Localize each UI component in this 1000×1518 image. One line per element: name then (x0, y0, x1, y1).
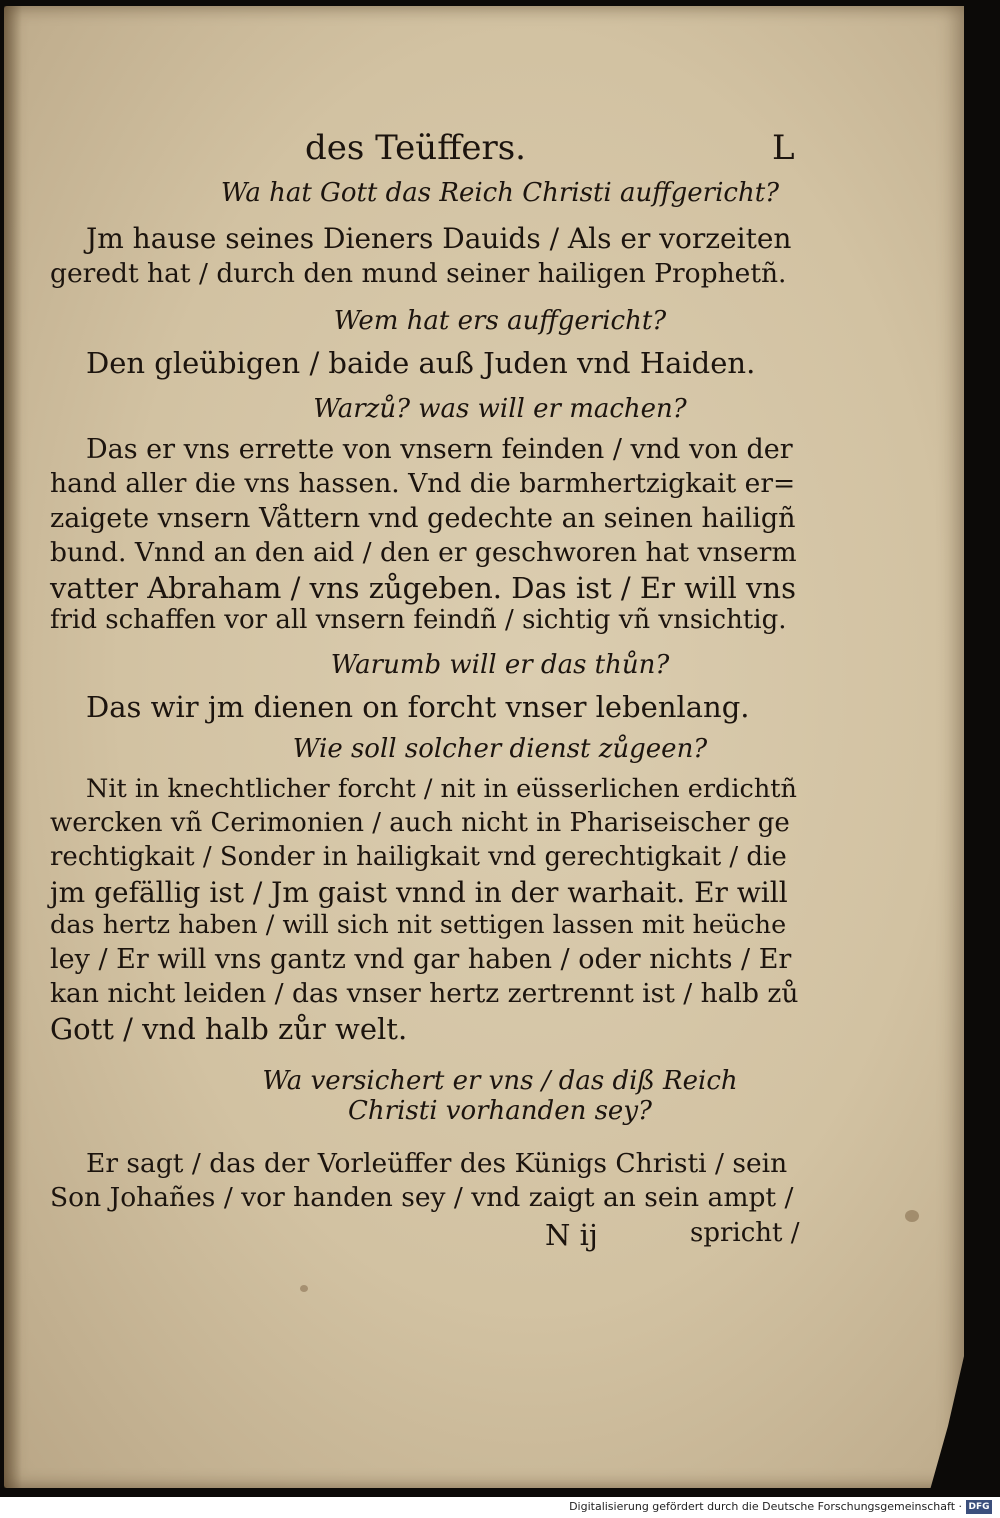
answer-line: kan nicht leiden / das vnser hertz zertrennt ist / halb zů (50, 978, 799, 1009)
answer-line: Den gleübigen / baide auß Juden vnd Haiden. (86, 346, 756, 380)
answer-line: Jm hause seines Dieners Dauids / Als er vorzeiten (86, 222, 792, 255)
answer-line: Das er vns errette von vnsern feinden / vnd von der (86, 434, 793, 465)
answer-line: geredt hat / durch den mund seiner hailigen Prophetñ. (50, 258, 787, 289)
paper-stain (905, 1210, 919, 1222)
answer-line: Son Johañes / vor handen sey / vnd zaigt an sein ampt / (50, 1182, 794, 1213)
question-line: Warzů? was will er machen? (313, 394, 687, 424)
footer-bar (0, 1497, 1000, 1518)
answer-line: das hertz haben / will sich nit settigen lassen mit heüche (50, 910, 787, 940)
answer-line: Er sagt / das der Vorleüffer des Künigs Christi / sein (86, 1148, 788, 1179)
folio-number: L (772, 128, 795, 168)
question-line: Wa hat Gott das Reich Christi auffgericht? (220, 178, 780, 208)
answer-line: rechtigkait / Sonder in hailigkait vnd gerechtigkait / die (50, 842, 787, 872)
catchword: spricht / (690, 1218, 800, 1248)
answer-line: hand aller die vns hassen. Vnd die barmhertzigkait er= (50, 468, 796, 499)
question-line: Warumb will er das thůn? (330, 650, 670, 680)
answer-line: frid schaffen vor all vnsern feindñ / sichtig vñ vnsichtig. (50, 605, 787, 635)
paper-stain (300, 1285, 308, 1292)
running-title: des Teüffers. (305, 128, 526, 168)
question-line: Wa versichert er vns / das diß Reich (262, 1066, 738, 1096)
signature-mark: N ij (545, 1218, 598, 1252)
answer-line: vatter Abraham / vns zůgeben. Das ist / Er will vns (50, 571, 796, 605)
page-gutter-shadow (4, 6, 22, 1488)
question-line: Christi vorhanden sey? (348, 1096, 652, 1126)
answer-line: Das wir jm dienen on forcht vnser lebenlang. (86, 690, 750, 724)
answer-line: ley / Er will vns gantz vnd gar haben / oder nichts / Er (50, 944, 792, 975)
dfg-logo: DFG (966, 1500, 992, 1514)
answer-line: bund. Vnnd an den aid / den er geschworen hat vnserm (50, 537, 797, 568)
funding-credit: Digitalisierung gefördert durch die Deutsche Forschungsgemeinschaft · (569, 1500, 962, 1513)
question-line: Wie soll solcher dienst zůgeen? (292, 734, 708, 764)
answer-line: Gott / vnd halb zůr welt. (50, 1012, 408, 1046)
answer-line: Nit in knechtlicher forcht / nit in eüsserlichen erdichtñ (86, 774, 797, 804)
question-line: Wem hat ers auffgericht? (333, 306, 667, 336)
answer-line: jm gefällig ist / Jm gaist vnnd in der warhait. Er will (50, 876, 788, 909)
answer-line: zaigete vnsern Våttern vnd gedechte an seinen hailigñ (50, 503, 796, 534)
answer-line: wercken vñ Cerimonien / auch nicht in Phariseischer ge (50, 808, 790, 838)
